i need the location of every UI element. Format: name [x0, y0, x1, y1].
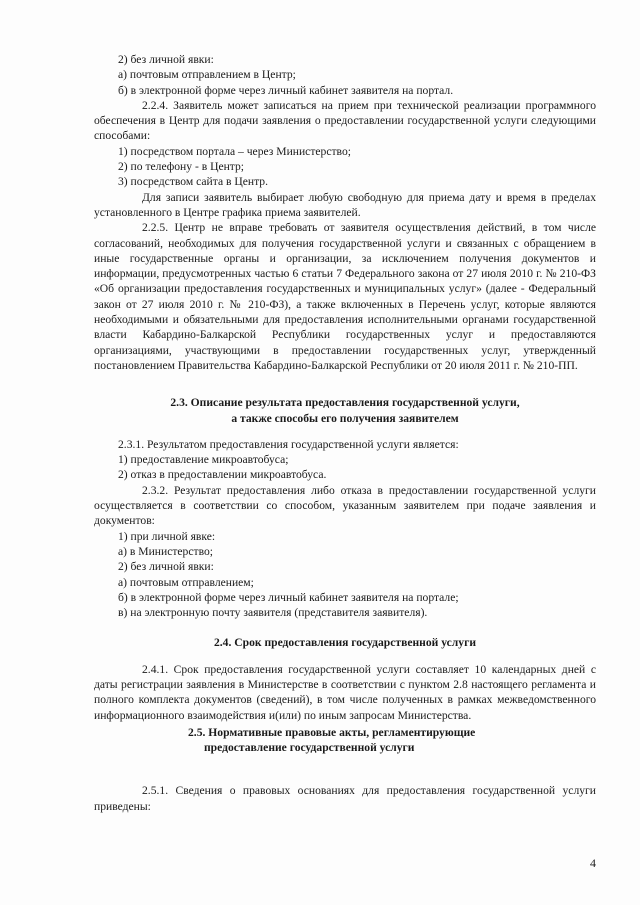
list-item: а) в Министерство;: [118, 544, 213, 558]
list-item: 1) посредством портала – через Министерство;: [118, 144, 351, 158]
list-item: 2) без личной явки:: [118, 560, 214, 574]
heading-line: а также способы его получения заявителем: [231, 411, 459, 425]
page-number: 4: [590, 856, 596, 870]
paragraph: Для записи заявитель выбирает любую свободную для приема дату и время в пределах установленного в Центре графика приема заявителей.: [94, 190, 596, 219]
section-heading-2-5: [118, 725, 596, 756]
list-item: б) в электронной форме через личный кабинет заявителя на портале;: [118, 590, 459, 604]
section-heading-2-3: [94, 395, 596, 426]
heading-line: 2.4. Срок предоставления государственной услуги: [213, 636, 477, 650]
paragraph: 2) без личной явки:: [118, 53, 214, 66]
paragraph: б) в электронной форме через личный кабинет заявителя на портал.: [118, 83, 454, 97]
paragraph-2-5-1: 2.5.1. Сведения о правовых основаниях для предоставления государственной услуги приведены:: [94, 784, 596, 813]
document-body: [94, 52, 596, 814]
list-item: 2) по телефону - в Центр;: [118, 160, 245, 174]
paragraph-2-2-4: 2.2.4. Заявитель может записаться на прием при технической реализации программного обеспечения в Центр для подачи заявления о предоставлении государственной услуги следующими способами:: [94, 98, 596, 143]
paragraph: а) почтовым отправлением в Центр;: [118, 68, 296, 82]
list-item: 1) при личной явке:: [118, 529, 216, 543]
section-heading-2-4: [94, 635, 596, 650]
heading-line: предоставление государственной услуги: [204, 741, 415, 755]
paragraph-2-2-5: 2.2.5. Центр не вправе требовать от заявителя осуществления действий, в том числе согласований, необходимых для получения государственной услуги и связанных с обращением в иные государственные органы и организации, за исключением получения документов и информации, предусмотренных частью 6 статьи 7 Федерального закона от 27 июля 2010 г. № 210-ФЗ «Об организации предоставления государственных и муниципальных услуг» (далее - Федеральный закон от 27 июля 2010 г. № 210-ФЗ), а также включенных в Перечень услуг, которые являются необходимыми и обязательными для предоставления исполнительными органами государственной власти Кабардино-Балкарской Республики государственных услуг и предоставляются организациями, участвующими в предоставлении государственных услуг, утвержденный постановлением Правительства Кабардино-Балкарской Республики от 20 июля 2011 г. № 210-ПП.: [94, 221, 596, 372]
list-item: в) на электронную почту заявителя (представителя заявителя).: [118, 606, 428, 620]
heading-line: 2.3. Описание результата предоставления государственной услуги,: [170, 396, 520, 410]
heading-line: 2.5. Нормативные правовые акты, регламентирующие: [188, 725, 476, 739]
paragraph-2-4-1: 2.4.1. Срок предоставления государственной услуги составляет 10 календарных дней с даты регистрации заявления в Министерстве в соответствии с пунктом 2.8 настоящего регламента и полного комплекта документов (сведений), в том числе полученных в рамках межведомственного информационного взаимодействия и(или) по иным запросам Министерства.: [94, 662, 596, 722]
paragraph-2-3-1: 2.3.1. Результатом предоставления государственной услуги является:: [118, 437, 459, 451]
list-item: 1) предоставление микроавтобуса;: [118, 453, 289, 467]
list-item: 2) отказ в предоставлении микроавтобуса.: [118, 468, 327, 482]
list-item: 3) посредством сайта в Центр.: [118, 175, 268, 189]
paragraph-2-3-2: 2.3.2. Результат предоставления либо отказа в предоставлении государственной услуги осуществляется в соответствии со способом, указанным заявителем при подаче заявления и документов:: [94, 483, 596, 528]
list-item: а) почтовым отправлением;: [118, 575, 254, 589]
